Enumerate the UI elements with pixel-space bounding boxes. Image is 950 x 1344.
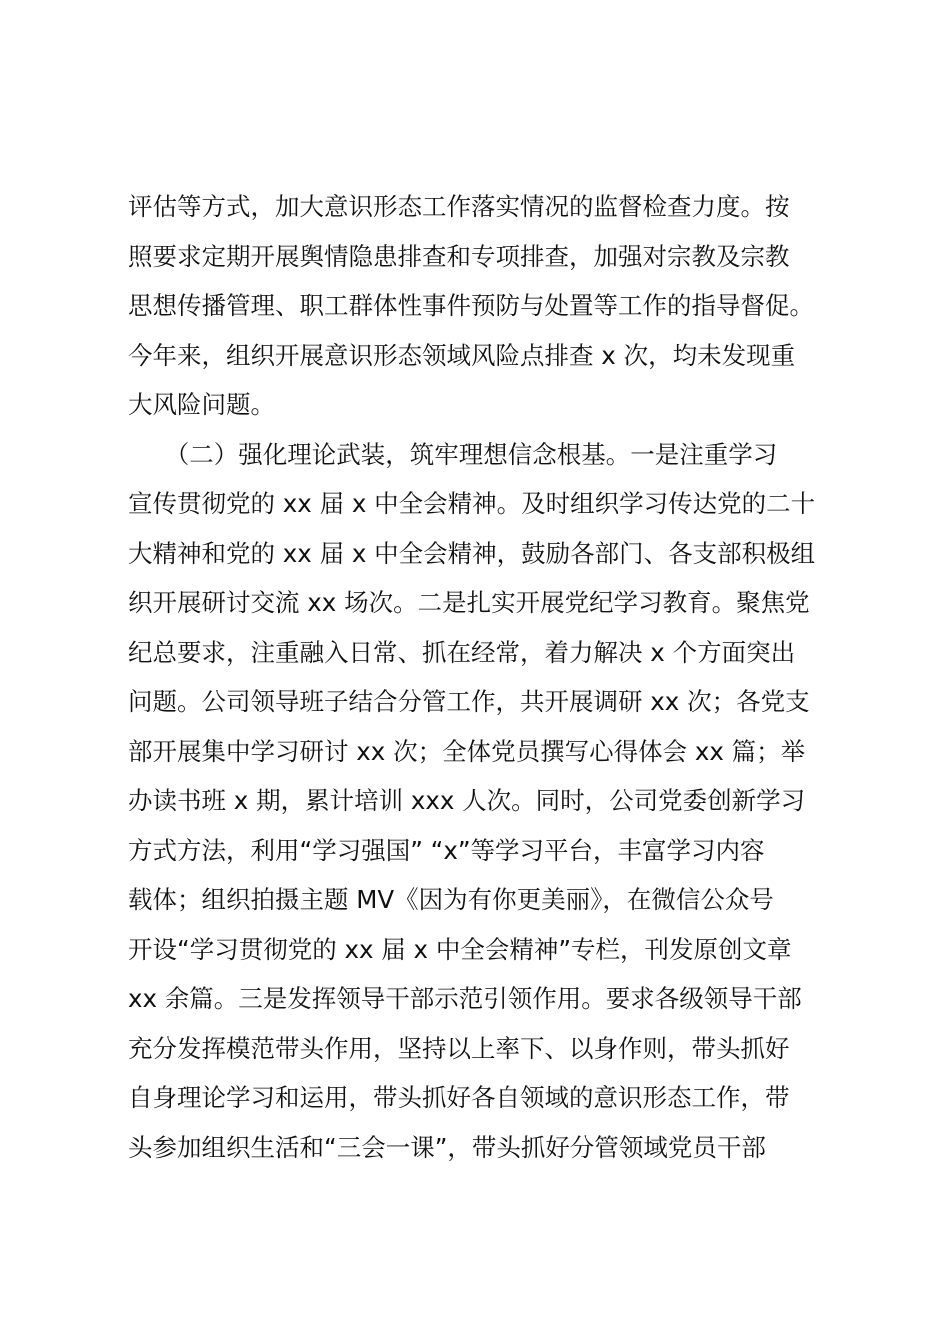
text-line: 思想传播管理、职工群体性事件预防与处置等工作的指导督促。 (128, 291, 814, 320)
text-line: 问题。公司领导班子结合分管工作，共开展调研 xx 次；各党支 (128, 687, 810, 716)
text-line: 纪总要求，注重融入日常、抓在经常，着力解决 x 个方面突出 (128, 637, 796, 667)
text-line: 载体；组织拍摄主题 MV《因为有你更美丽》，在微信公众号 (128, 885, 774, 914)
text-line: 办读书班 x 期，累计培训 xxx 人次。同时，公司党委创新学习 (128, 786, 806, 815)
text-line: 评估等方式，加大意识形态工作落实情况的监督检查力度。按 (128, 192, 790, 221)
text-line: 织开展研讨交流 xx 场次。二是扎实开展党纪学习教育。聚焦党 (128, 588, 810, 617)
text-line: 大精神和党的 xx 届 x 中全会精神，鼓励各部门、各支部积极组 (128, 538, 816, 568)
text-line: 开设“学习贯彻党的 xx 届 x 中全会精神”专栏，刊发原创文章 (128, 934, 792, 964)
text-line: 头参加组织生活和“三会一课”，带头抓好分管领域党员干部 (128, 1132, 766, 1162)
text-line: 今年来，组织开展意识形态领域风险点排查 x 次，均未发现重 (128, 340, 796, 370)
text-line: 宣传贯彻党的 xx 届 x 中全会精神。及时组织学习传达党的二十 (128, 489, 816, 518)
text-line: 照要求定期开展舆情隐患排查和专项排查，加强对宗教及宗教 (128, 241, 790, 271)
text-line: 充分发挥模范带头作用，坚持以上率下、以身作则，带头抓好 (128, 1033, 790, 1063)
text-line: xx 余篇。三是发挥领导干部示范引领作用。要求各级领导干部 (128, 984, 802, 1013)
section-heading-line: （二）强化理论武装，筑牢理想信念根基。一是注重学习 (128, 439, 778, 469)
body-text (128, 182, 840, 1172)
text-line: 大风险问题。 (128, 390, 275, 419)
text-line: 部开展集中学习研讨 xx 次；全体党员撰写心得体会 xx 篇；举 (128, 736, 806, 766)
text-line: 自身理论学习和运用，带头抓好各自领域的意识形态工作，带 (128, 1083, 790, 1112)
text-line: 方式方法，利用“学习强国” “x”等学习平台，丰富学习内容 (128, 835, 765, 865)
